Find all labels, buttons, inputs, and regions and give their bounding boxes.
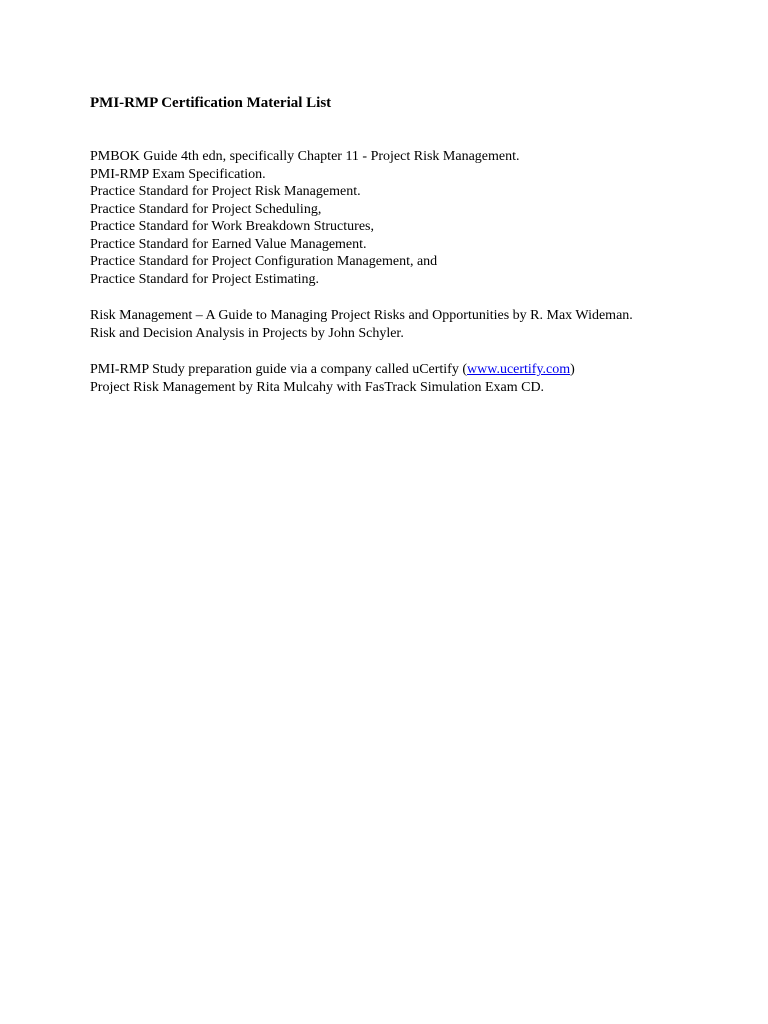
study-guides-list <box>90 361 730 396</box>
list-item: Practice Standard for Earned Value Management. <box>90 236 367 252</box>
list-item: Risk and Decision Analysis in Projects by John Schyler. <box>90 325 404 341</box>
books-list <box>90 307 730 342</box>
document-content <box>90 93 730 415</box>
list-item: Practice Standard for Work Breakdown Structures, <box>90 219 374 234</box>
list-item: Practice Standard for Project Estimating. <box>90 271 319 287</box>
list-item: PMI-RMP Exam Specification. <box>90 166 266 182</box>
ucertify-line-prefix: PMI-RMP Study preparation guide via a company called uCertify ( <box>90 362 468 377</box>
list-item: Project Risk Management by Rita Mulcahy with FasTrack Simulation Exam CD. <box>90 379 545 395</box>
ucertify-line-suffix: ) <box>570 362 575 377</box>
list-item: PMBOK Guide 4th edn, specifically Chapter 11 - Project Risk Management. <box>90 149 520 164</box>
document-title: PMI-RMP Certification Material List <box>90 95 332 111</box>
list-item <box>90 361 730 379</box>
list-item: Practice Standard for Project Configuration Management, and <box>90 254 438 269</box>
pmi-standards-list <box>90 148 730 288</box>
list-item: Practice Standard for Project Scheduling, <box>90 201 322 217</box>
ucertify-link[interactable]: www.ucertify.com <box>467 362 571 377</box>
list-item: Risk Management – A Guide to Managing Project Risks and Opportunities by R. Max Wideman. <box>90 308 633 323</box>
list-item: Practice Standard for Project Risk Management. <box>90 184 361 199</box>
